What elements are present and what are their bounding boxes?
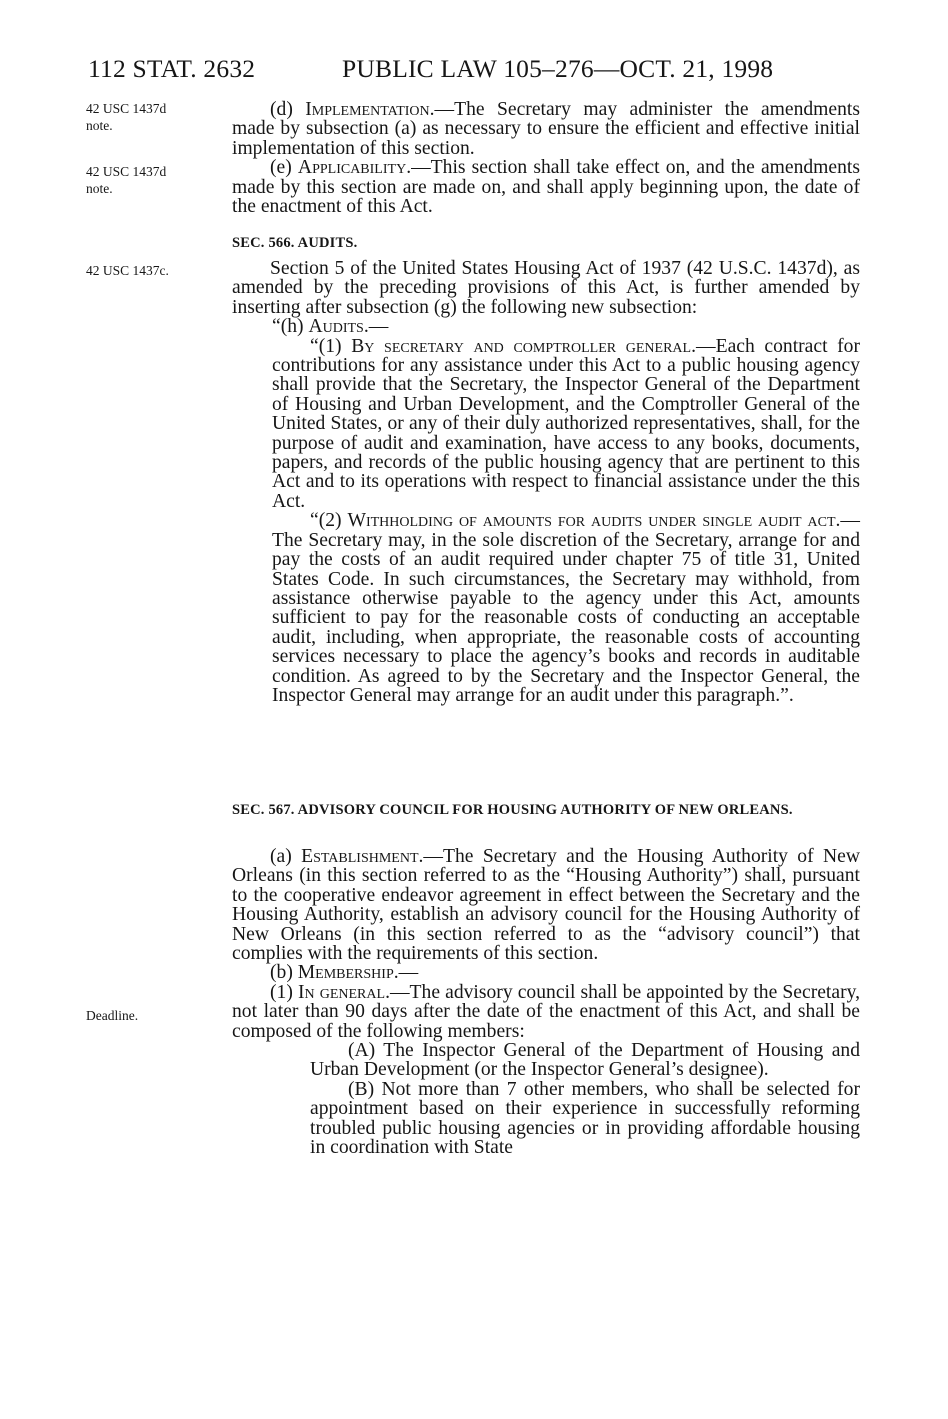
- margin-note-e: [86, 163, 216, 197]
- subparagraph-b-1-b: (B) Not more than 7 other members, who shall be selected for appointment based on their experience in successfully reforming troubled public housing agencies or in providing affordable housing in coordination with State: [310, 1078, 860, 1159]
- section-566-intro: Section 5 of the United States Housing Act of 1937 (42 U.S.C. 1437d), as amended by the preceding provisions of this Act, is further amended by inserting after subsection (g) the following new subsection:: [232, 258, 860, 318]
- paragraph-d: (d) Implementation.—The Secretary may administer the amendments made by subsection (a) as necessary to ensure the efficient and effective initial implementation of this section.: [232, 99, 860, 159]
- running-header: PUBLIC LAW 105–276—OCT. 21, 1998: [342, 54, 774, 83]
- section-566-heading: SEC. 566. AUDITS.: [232, 235, 358, 251]
- body-block-1: [232, 100, 860, 216]
- margin-note-line: 42 USC 1437d: [86, 164, 167, 179]
- margin-note-line: note.: [86, 118, 113, 133]
- margin-note-deadline: Deadline.: [86, 1008, 139, 1023]
- margin-note-line: 42 USC 1437d: [86, 101, 167, 116]
- paragraph-h-1: “(1) By secretary and comptroller general.—Each contract for contributions for any assistance under this Act to a public housing agency shall provide that the Secretary, the Inspector General of the Department of Housing and Urban Development, and the Comptroller General of the United States, or any of their duly authorized representatives, shall, for the purpose of audit and examination, have access to any books, documents, papers, and records of the public housing agency that are pertinent to this Act and to its operations with respect to financial assistance under the this Act.: [272, 335, 861, 512]
- paragraph-h-2: “(2) Withholding of amounts for audits under single audit act.—The Secretary may, in the sole discretion of the Secretary, arrange for and pay the costs of an audit required under chapter 75 of title 31, United States Code. In such circumstances, the Secretary may withhold, from assistance otherwise payable to the agency under this Act, amounts sufficient to pay for the reasonable costs of conducting an acceptable audit, including, when appropriate, the reasonable costs of accounting services necessary to place the agency’s books and records in auditable condition. As agreed to by the Secretary and the Inspector General, the Inspector General may arrange for an audit under this paragraph.”.: [272, 510, 860, 706]
- statute-citation: 112 STAT. 2632: [88, 54, 256, 83]
- section-567-body: [232, 847, 860, 1158]
- subsection-h-heading: “(h) Audits.—: [272, 316, 389, 338]
- margin-note-line: note.: [86, 181, 113, 196]
- margin-note-566: 42 USC 1437c.: [86, 263, 169, 278]
- paragraph-e: (e) Applicability.—This section shall take effect on, and the amendments made by this section are made on, and shall apply beginning upon, the date of the enactment of this Act.: [232, 157, 860, 218]
- margin-note-d: [86, 100, 216, 134]
- section-567-heading: SEC. 567. ADVISORY COUNCIL FOR HOUSING AUTHORITY OF NEW ORLEANS.: [232, 802, 793, 818]
- subsection-b: (b) Membership.—: [270, 962, 419, 984]
- paragraph-b-1: (1) In general.—The advisory council shall be appointed by the Secretary, not later than 90 days after the date of the enactment of this Act, and shall be composed of the following members:: [232, 981, 861, 1042]
- section-566-body: [232, 259, 860, 705]
- subsection-a: (a) Establishment.—The Secretary and the Housing Authority of New Orleans (in this section referred to as the “Housing Authority”) shall, pursuant to the cooperative endeavor agreement in effect between the Secretary and the Housing Authority, establish an advisory council for the Housing Authority of New Orleans (in this section referred to as the “advisory council”) that complies with the requirements of this section.: [232, 846, 860, 965]
- subparagraph-b-1-a: (A) The Inspector General of the Department of Housing and Urban Development (or the Inspector General’s designee).: [310, 1040, 860, 1081]
